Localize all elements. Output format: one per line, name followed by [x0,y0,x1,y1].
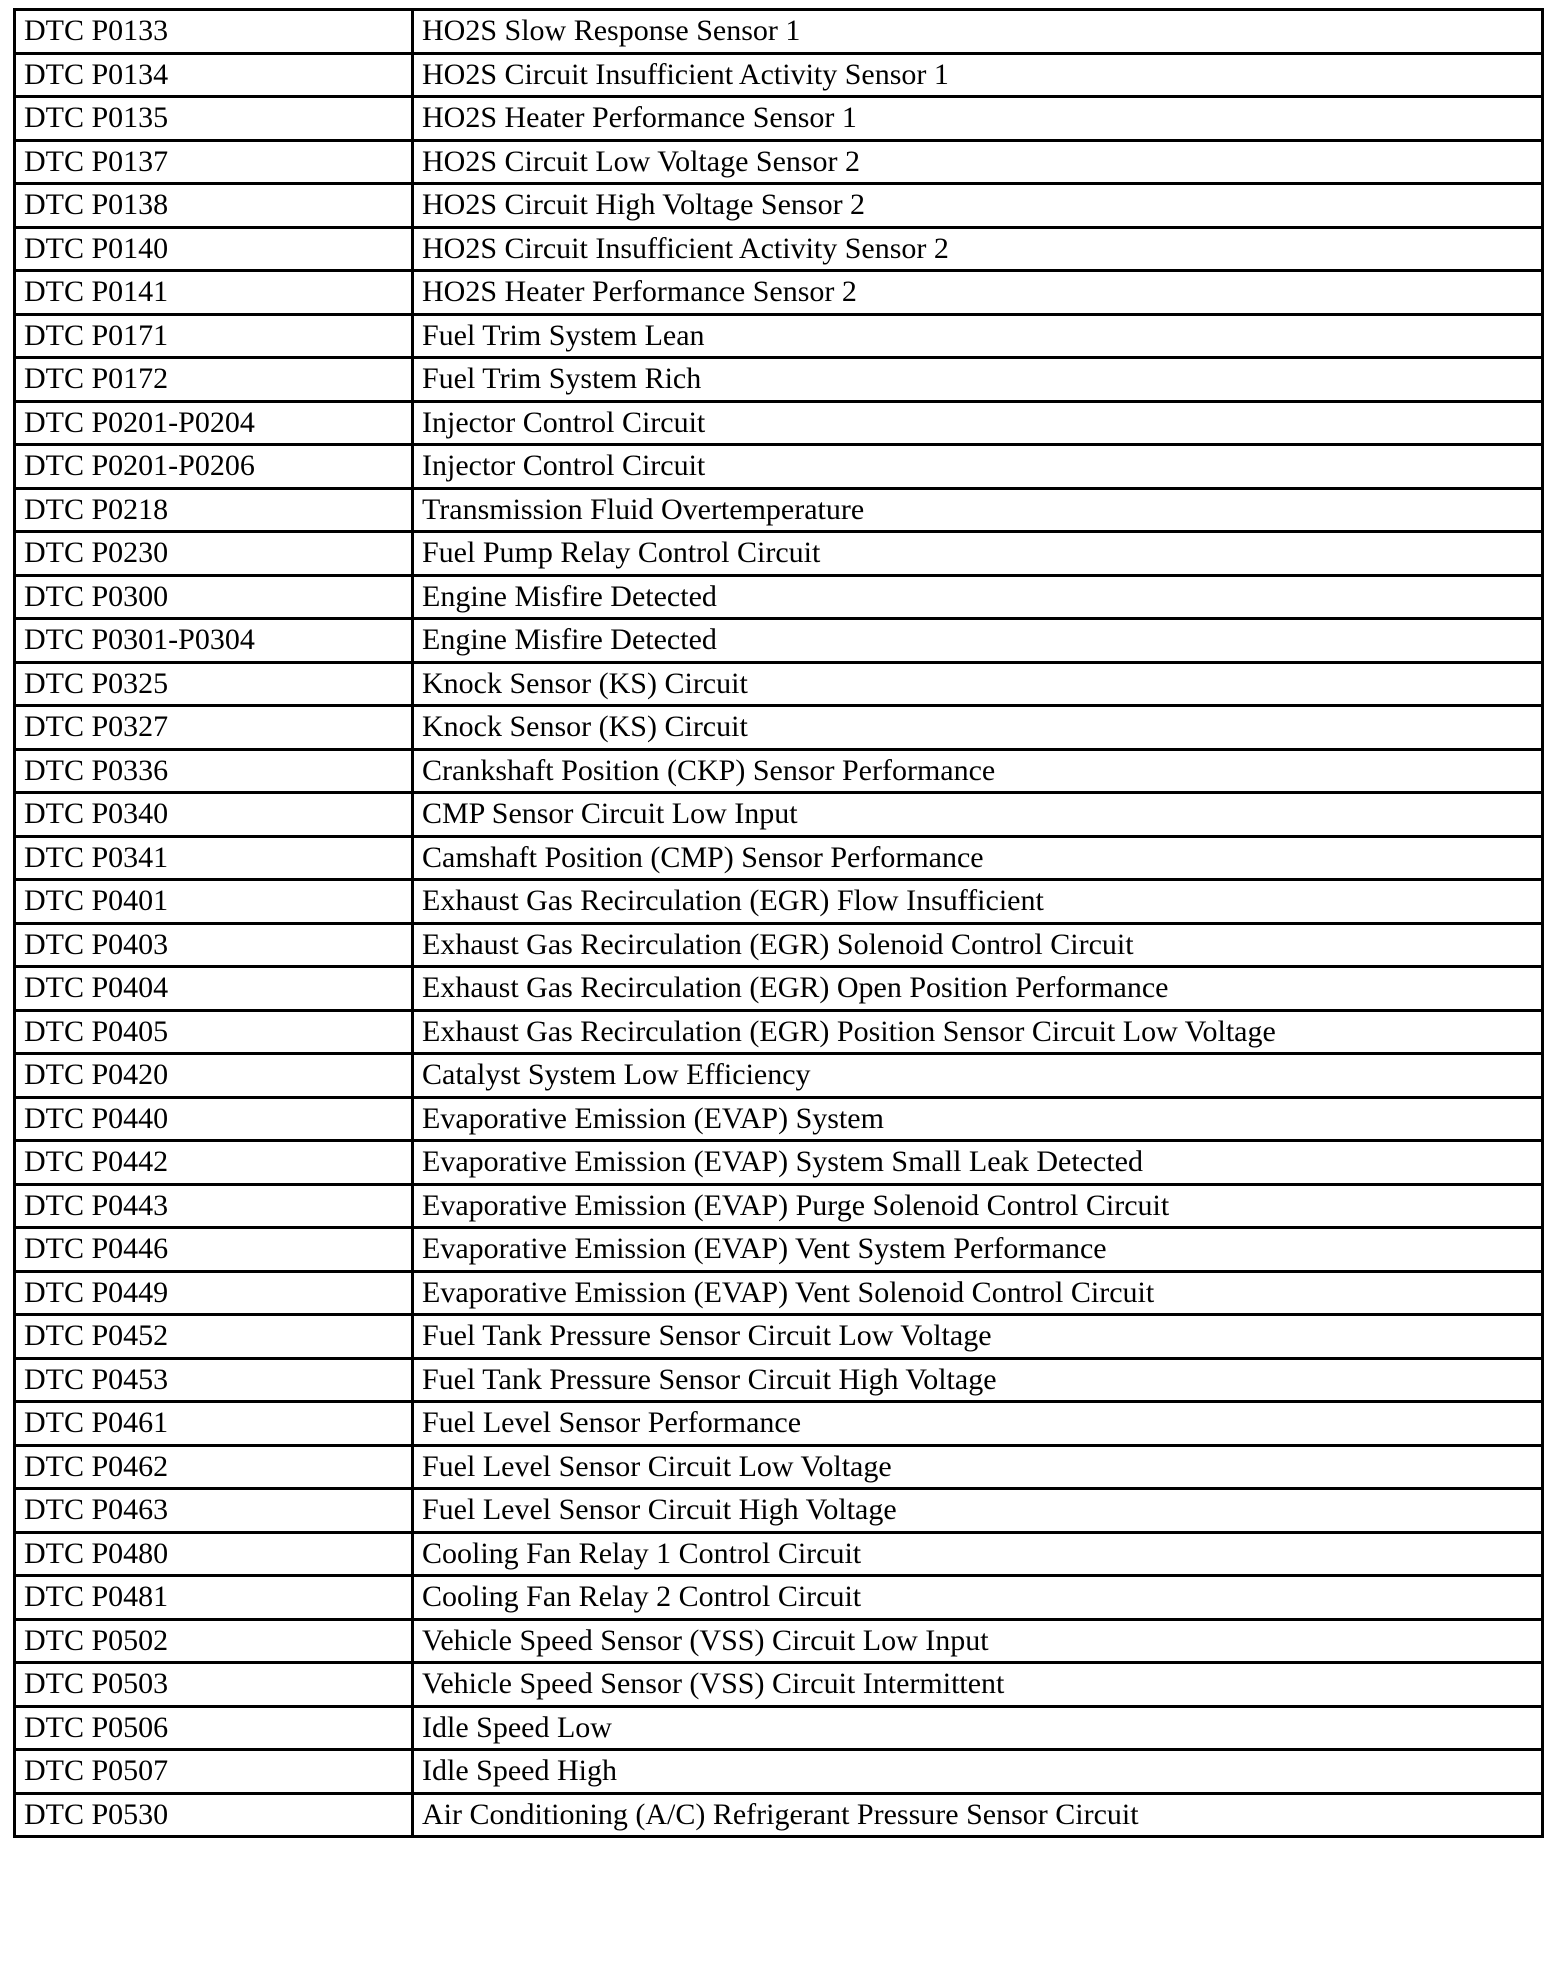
dtc-code-cell: DTC P0481 [15,1576,413,1620]
dtc-description-cell: Injector Control Circuit [413,401,1543,445]
dtc-code-cell: DTC P0480 [15,1532,413,1576]
dtc-description-cell: Camshaft Position (CMP) Sensor Performance [413,836,1543,880]
table-row [15,706,1543,750]
table-row [15,1706,1543,1750]
dtc-code-cell: DTC P0503 [15,1663,413,1707]
dtc-code-cell: DTC P0341 [15,836,413,880]
dtc-code-cell: DTC P0172 [15,358,413,402]
dtc-code-cell: DTC P0171 [15,314,413,358]
dtc-code-cell: DTC P0506 [15,1706,413,1750]
dtc-description-cell: Transmission Fluid Overtemperature [413,488,1543,532]
table-row [15,1228,1543,1272]
table-row [15,10,1543,54]
dtc-code-cell: DTC P0461 [15,1402,413,1446]
table-row [15,1054,1543,1098]
table-row [15,1141,1543,1185]
dtc-code-cell: DTC P0443 [15,1184,413,1228]
dtc-code-cell: DTC P0141 [15,271,413,315]
table-row [15,140,1543,184]
dtc-description-cell: Evaporative Emission (EVAP) Purge Solenoid Control Circuit [413,1184,1543,1228]
dtc-description-cell: Fuel Pump Relay Control Circuit [413,532,1543,576]
table-row [15,1793,1543,1837]
table-row [15,575,1543,619]
dtc-description-cell: Cooling Fan Relay 2 Control Circuit [413,1576,1543,1620]
dtc-description-cell: Fuel Trim System Lean [413,314,1543,358]
dtc-code-cell: DTC P0404 [15,967,413,1011]
table-row [15,1315,1543,1359]
dtc-description-cell: Air Conditioning (A/C) Refrigerant Pressure Sensor Circuit [413,1793,1543,1837]
table-row [15,1097,1543,1141]
dtc-description-cell: Vehicle Speed Sensor (VSS) Circuit Low Input [413,1619,1543,1663]
dtc-description-cell: Fuel Level Sensor Performance [413,1402,1543,1446]
table-row [15,358,1543,402]
table-row [15,53,1543,97]
table-row [15,836,1543,880]
dtc-code-cell: DTC P0530 [15,1793,413,1837]
dtc-description-cell: Fuel Tank Pressure Sensor Circuit High Voltage [413,1358,1543,1402]
dtc-code-cell: DTC P0502 [15,1619,413,1663]
table-row [15,1750,1543,1794]
dtc-code-cell: DTC P0201-P0204 [15,401,413,445]
dtc-description-cell: Fuel Tank Pressure Sensor Circuit Low Voltage [413,1315,1543,1359]
table-row [15,1358,1543,1402]
dtc-description-cell: Cooling Fan Relay 1 Control Circuit [413,1532,1543,1576]
dtc-description-cell: Engine Misfire Detected [413,575,1543,619]
dtc-code-cell: DTC P0463 [15,1489,413,1533]
dtc-description-cell: CMP Sensor Circuit Low Input [413,793,1543,837]
dtc-description-cell: Knock Sensor (KS) Circuit [413,662,1543,706]
table-row [15,1010,1543,1054]
dtc-description-cell: Exhaust Gas Recirculation (EGR) Solenoid Control Circuit [413,923,1543,967]
table-row [15,1532,1543,1576]
dtc-code-cell: DTC P0336 [15,749,413,793]
table-row [15,271,1543,315]
dtc-description-cell: HO2S Heater Performance Sensor 1 [413,97,1543,141]
table-row [15,1619,1543,1663]
dtc-code-cell: DTC P0325 [15,662,413,706]
table-row [15,488,1543,532]
table-row [15,1271,1543,1315]
table-row [15,923,1543,967]
dtc-code-cell: DTC P0401 [15,880,413,924]
dtc-description-cell: Exhaust Gas Recirculation (EGR) Open Position Performance [413,967,1543,1011]
table-row [15,662,1543,706]
dtc-description-cell: Exhaust Gas Recirculation (EGR) Position Sensor Circuit Low Voltage [413,1010,1543,1054]
table-row [15,227,1543,271]
dtc-description-cell: HO2S Slow Response Sensor 1 [413,10,1543,54]
dtc-code-cell: DTC P0449 [15,1271,413,1315]
table-row [15,1489,1543,1533]
table-row [15,184,1543,228]
dtc-code-cell: DTC P0420 [15,1054,413,1098]
dtc-code-cell: DTC P0230 [15,532,413,576]
dtc-code-cell: DTC P0452 [15,1315,413,1359]
dtc-code-cell: DTC P0300 [15,575,413,619]
dtc-code-cell: DTC P0134 [15,53,413,97]
dtc-description-cell: Evaporative Emission (EVAP) Vent Solenoid Control Circuit [413,1271,1543,1315]
dtc-description-cell: HO2S Heater Performance Sensor 2 [413,271,1543,315]
table-row [15,1184,1543,1228]
dtc-code-cell: DTC P0405 [15,1010,413,1054]
dtc-description-cell: Evaporative Emission (EVAP) Vent System Performance [413,1228,1543,1272]
dtc-code-cell: DTC P0462 [15,1445,413,1489]
dtc-description-cell: Idle Speed High [413,1750,1543,1794]
table-row [15,97,1543,141]
table-row [15,880,1543,924]
dtc-code-cell: DTC P0140 [15,227,413,271]
dtc-code-cell: DTC P0340 [15,793,413,837]
dtc-description-cell: HO2S Circuit High Voltage Sensor 2 [413,184,1543,228]
dtc-description-cell: Fuel Trim System Rich [413,358,1543,402]
dtc-description-cell: Fuel Level Sensor Circuit High Voltage [413,1489,1543,1533]
table-row [15,532,1543,576]
dtc-description-cell: Evaporative Emission (EVAP) System [413,1097,1543,1141]
dtc-code-cell: DTC P0218 [15,488,413,532]
dtc-code-cell: DTC P0507 [15,1750,413,1794]
dtc-description-cell: HO2S Circuit Insufficient Activity Sensor 1 [413,53,1543,97]
table-row [15,793,1543,837]
dtc-description-cell: Injector Control Circuit [413,445,1543,489]
dtc-description-cell: HO2S Circuit Low Voltage Sensor 2 [413,140,1543,184]
dtc-table-body [15,10,1543,1837]
table-row [15,967,1543,1011]
dtc-code-cell: DTC P0453 [15,1358,413,1402]
table-row [15,1445,1543,1489]
table-row [15,1663,1543,1707]
dtc-description-cell: Engine Misfire Detected [413,619,1543,663]
dtc-description-cell: HO2S Circuit Insufficient Activity Sensor 2 [413,227,1543,271]
dtc-code-cell: DTC P0133 [15,10,413,54]
dtc-description-cell: Crankshaft Position (CKP) Sensor Performance [413,749,1543,793]
dtc-description-cell: Catalyst System Low Efficiency [413,1054,1543,1098]
dtc-description-cell: Exhaust Gas Recirculation (EGR) Flow Insufficient [413,880,1543,924]
table-row [15,1402,1543,1446]
table-row [15,619,1543,663]
dtc-description-cell: Vehicle Speed Sensor (VSS) Circuit Intermittent [413,1663,1543,1707]
dtc-code-cell: DTC P0446 [15,1228,413,1272]
dtc-code-cell: DTC P0327 [15,706,413,750]
dtc-description-cell: Knock Sensor (KS) Circuit [413,706,1543,750]
dtc-code-cell: DTC P0440 [15,1097,413,1141]
table-row [15,1576,1543,1620]
table-row [15,401,1543,445]
table-row [15,749,1543,793]
dtc-description-cell: Evaporative Emission (EVAP) System Small Leak Detected [413,1141,1543,1185]
dtc-code-cell: DTC P0135 [15,97,413,141]
dtc-code-cell: DTC P0201-P0206 [15,445,413,489]
dtc-code-cell: DTC P0137 [15,140,413,184]
dtc-code-cell: DTC P0403 [15,923,413,967]
dtc-description-cell: Fuel Level Sensor Circuit Low Voltage [413,1445,1543,1489]
table-row [15,445,1543,489]
dtc-code-cell: DTC P0138 [15,184,413,228]
dtc-code-cell: DTC P0301-P0304 [15,619,413,663]
dtc-table [13,8,1544,1838]
table-row [15,314,1543,358]
dtc-code-cell: DTC P0442 [15,1141,413,1185]
dtc-description-cell: Idle Speed Low [413,1706,1543,1750]
